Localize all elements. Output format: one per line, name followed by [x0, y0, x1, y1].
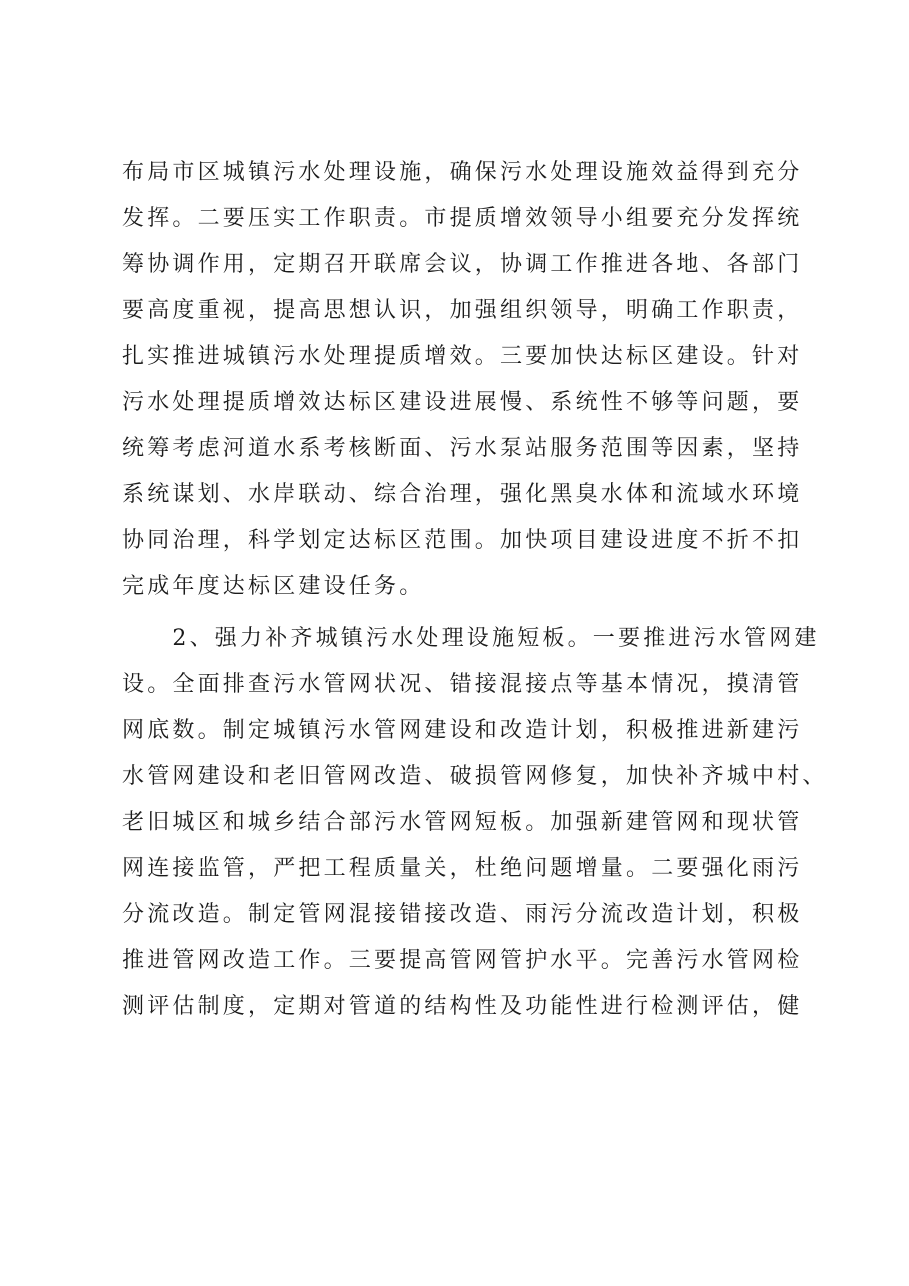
- text-line: 分流改造。制定管网混接错接改造、雨污分流改造计划，积极: [122, 902, 803, 927]
- text-line: 老旧城区和城乡结合部污水管网短板。加强新建管网和现状管: [122, 810, 803, 835]
- text-line: 设。全面排查污水管网状况、错接混接点等基本情况，摸清管: [122, 672, 803, 697]
- text-line: 完成年度达标区建设任务。: [122, 574, 425, 599]
- text-line: 要高度重视，提高思想认识，加强组织领导，明确工作职责，: [122, 298, 803, 323]
- text-line: 水管网建设和老旧管网改造、破损管网修复，加快补齐城中村、: [122, 764, 828, 789]
- text-line: 系统谋划、水岸联动、综合治理，强化黑臭水体和流域水环境: [122, 482, 803, 507]
- text-line: 筹协调作用，定期召开联席会议，协调工作推进各地、各部门: [122, 252, 803, 277]
- text-line: 网底数。制定城镇污水管网建设和改造计划，积极推进新建污: [122, 718, 803, 743]
- text-line: 发挥。二要压实工作职责。市提质增效领导小组要充分发挥统: [122, 206, 803, 231]
- text-line: 布局市区城镇污水处理设施，确保污水处理设施效益得到充分: [122, 160, 803, 185]
- text-line: 扎实推进城镇污水处理提质增效。三要加快达标区建设。针对: [122, 344, 803, 369]
- text-line: 测评估制度，定期对管道的结构性及功能性进行检测评估，健: [122, 994, 803, 1019]
- text-line: 网连接监管，严把工程质量关，杜绝问题增量。二要强化雨污: [122, 856, 803, 881]
- text-line: 污水处理提质增效达标区建设进展慢、系统性不够等问题，要: [122, 390, 803, 415]
- text-line: 统筹考虑河道水系考核断面、污水泵站服务范围等因素，坚持: [122, 436, 803, 461]
- text-line: 协同治理，科学划定达标区范围。加快项目建设进度不折不扣: [122, 528, 803, 553]
- paragraph-heading-line: 2、强力补齐城镇污水处理设施短板。一要推进污水管网建: [122, 626, 820, 651]
- text-line: 推进管网改造工作。三要提高管网管护水平。完善污水管网检: [122, 948, 803, 973]
- document-body: [122, 150, 828, 1030]
